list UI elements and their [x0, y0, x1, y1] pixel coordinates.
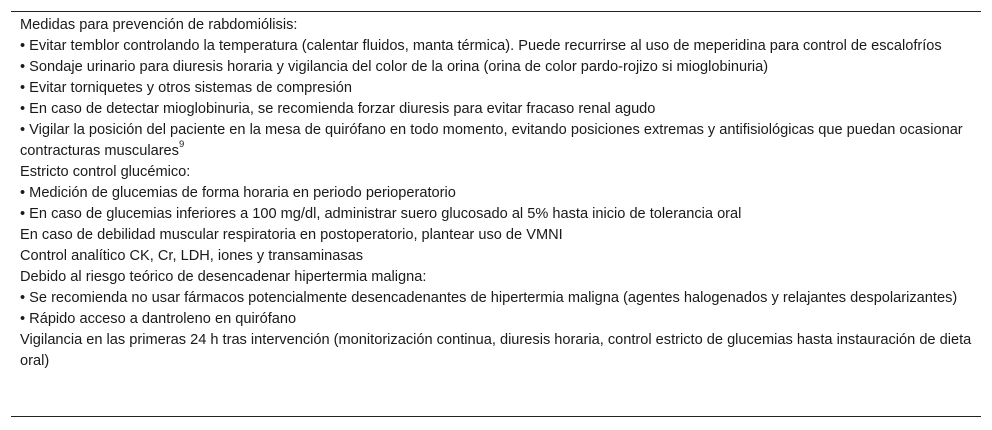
reference-superscript: 9: [178, 139, 185, 151]
paragraph-respiratory: En caso de debilidad muscular respiratoria en postoperatorio, plantear uso de VMNI: [20, 227, 563, 243]
section-heading-malignant-hyperthermia: Debido al riesgo teórico de desencadenar hipertermia maligna:: [20, 269, 427, 285]
recommendations-table: [11, 11, 981, 417]
list-item-text: • Vigilar la posición del paciente en la mesa de quirófano en todo momento, evitando posiciones extremas y antifisiológicas que puedan ocasionar contracturas musculares: [20, 122, 963, 159]
table-cell: [11, 12, 981, 372]
list-item: • Sondaje urinario para diuresis horaria y vigilancia del color de la orina (orina de color pardo-rojizo si mioglobinuria): [20, 59, 769, 75]
list-item: • Se recomienda no usar fármacos potencialmente desencadenantes de hipertermia maligna (agentes halogenados y relajantes despolarizantes): [20, 290, 958, 306]
list-item: • En caso de detectar mioglobinuria, se recomienda forzar diuresis para evitar fracaso renal agudo: [20, 101, 656, 117]
paragraph-postoperative-monitoring: Vigilancia en las primeras 24 h tras intervención (monitorización continua, diuresis horaria, control estricto de glucemias hasta instauración de dieta oral): [20, 332, 972, 369]
section-heading-glycemic-control: Estricto control glucémico:: [20, 164, 191, 180]
list-item: • Rápido acceso a dantroleno en quirófano: [20, 311, 297, 327]
list-item-with-reference: [20, 120, 973, 162]
list-item: • Evitar temblor controlando la temperatura (calentar fluidos, manta térmica). Puede recurrirse al uso de meperidina para control de escalofríos: [20, 38, 942, 54]
paragraph-lab-control: Control analítico CK, Cr, LDH, iones y transaminasas: [20, 248, 364, 264]
section-heading-rhabdomyolysis: Medidas para prevención de rabdomiólisis:: [20, 17, 298, 33]
list-item: • Medición de glucemias de forma horaria en periodo perioperatorio: [20, 185, 456, 201]
list-item: • En caso de glucemias inferiores a 100 mg/dl, administrar suero glucosado al 5% hasta inicio de tolerancia oral: [20, 206, 742, 222]
list-item: • Evitar torniquetes y otros sistemas de compresión: [20, 80, 352, 96]
